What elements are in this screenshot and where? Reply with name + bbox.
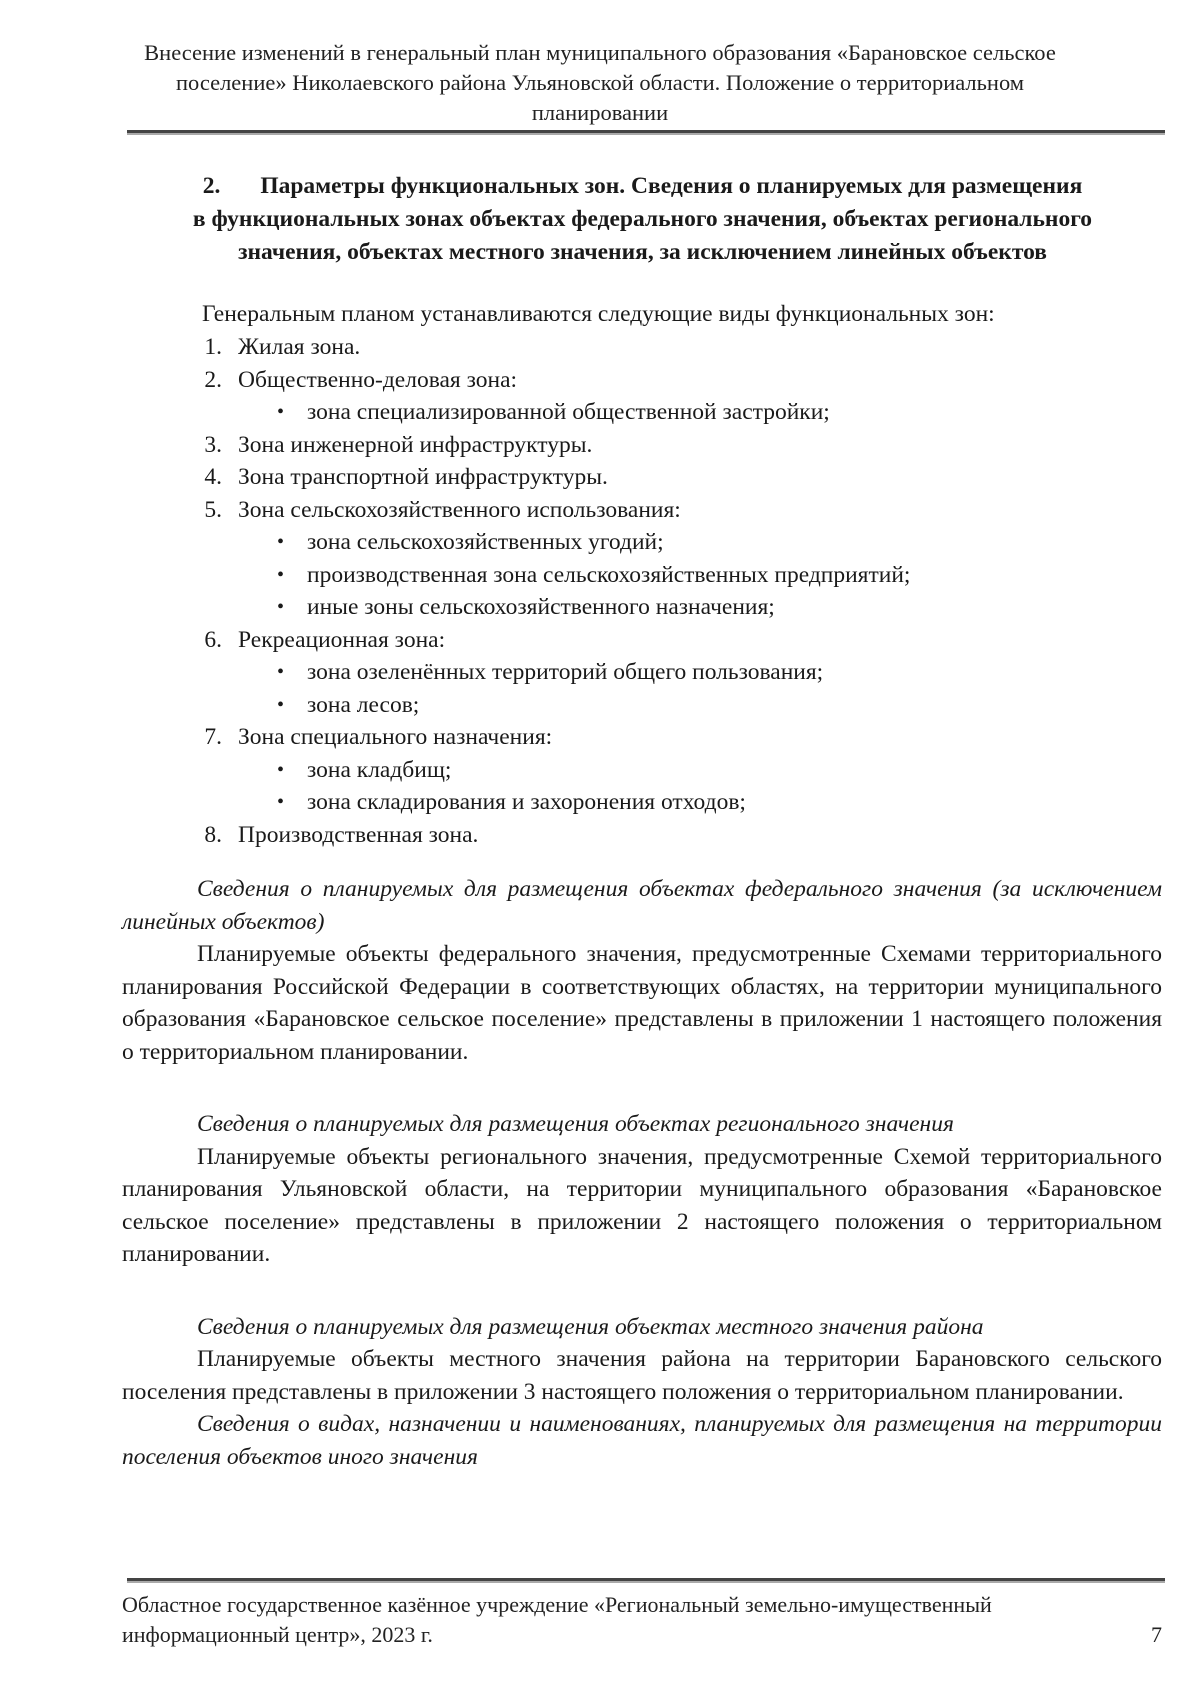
zones-list (122, 331, 1162, 851)
zone-number: 7. (204, 724, 222, 750)
zone-subitem: • иные зоны сельскохозяйственного назначения; (122, 591, 1162, 624)
zone-item (122, 461, 1162, 494)
zone-number: 4. (204, 464, 222, 490)
header-line-2: поселение» Николаевского района Ульяновской области. Положение о территориальном (175, 70, 1025, 95)
other-heading: Сведения о видах, назначении и наименованиях, планируемых для размещения на территории поселения объектов иного значения (122, 1411, 1162, 1470)
zone-subitem: • зона специализированной общественной застройки; (122, 396, 1162, 429)
zone-subitem: • зона кладбищ; (122, 754, 1162, 787)
page-number: 7 (1151, 1622, 1162, 1647)
zone-item (122, 624, 1162, 657)
zone-sublist (122, 396, 1162, 429)
zone-item (122, 364, 1162, 397)
zone-item (122, 819, 1162, 852)
zone-label: Производственная зона. (238, 821, 479, 848)
page-footer (122, 1590, 1162, 1650)
zone-label: Жилая зона. (238, 334, 361, 360)
header-rule (127, 130, 1165, 135)
header-line-1: Внесение изменений в генеральный план муниципального образования «Барановское сельское (144, 40, 1056, 65)
zone-subitem: • зона озеленённых территорий общего пользования; (122, 656, 1162, 689)
zone-item (122, 429, 1162, 462)
zone-sublist (122, 656, 1162, 721)
document-body (122, 298, 1162, 1473)
intro-paragraph: Генеральным планом устанавливаются следующие виды функциональных зон: (202, 301, 995, 327)
regional-text: Планируемые объекты регионального значения, предусмотренные Схемой территориального планирования Ульяновской области, на территории муниципального образования «Барановское сельское поселение» представлены в приложении 2 настоящего положения о территориальном планировании. (122, 1143, 1162, 1267)
section-title-line-2: в функциональных зонах объектах федерального значения, объектах регионального (192, 206, 1093, 232)
zone-subitem: • зона складирования и захоронения отходов; (122, 786, 1162, 819)
zone-number: 6. (204, 626, 222, 653)
footer-line-2: информационный центр», 2023 г. (122, 1622, 433, 1647)
footer-rule (127, 1578, 1165, 1583)
running-header (120, 38, 1080, 128)
zone-label: Зона инженерной инфраструктуры. (238, 431, 593, 458)
section-number: 2. (202, 173, 221, 199)
zone-number: 2. (204, 366, 222, 393)
zone-label: Зона транспортной инфраструктуры. (238, 464, 608, 490)
zone-number: 5. (204, 496, 222, 523)
zone-sublist (122, 754, 1162, 819)
federal-heading: Сведения о планируемых для размещения объектах федерального значения (за исключением линейных объектов) (122, 876, 1162, 935)
zone-subitem: • зона лесов; (122, 689, 1162, 722)
zone-label: Рекреационная зона: (238, 626, 446, 653)
section-title-line-1: Параметры функциональных зон. Сведения о планируемых для размещения (260, 173, 1083, 199)
zone-label: Зона специального назначения: (238, 724, 553, 750)
local-text: Планируемые объекты местного значения района на территории Барановского сельского поселения представлены в приложении 3 настоящего положения о территориальном планировании. (122, 1346, 1162, 1405)
zone-item (122, 494, 1162, 527)
zone-label: Зона сельскохозяйственного использования: (238, 496, 681, 523)
zone-label: Общественно-деловая зона: (238, 366, 518, 393)
zone-number: 8. (204, 821, 222, 848)
zone-sublist (122, 526, 1162, 624)
zone-subitem: • производственная зона сельскохозяйственных предприятий; (122, 559, 1162, 592)
footer-line-1: Областное государственное казённое учреждение «Региональный земельно-имущественный (122, 1592, 992, 1617)
local-heading: Сведения о планируемых для размещения объектах местного значения района (197, 1313, 984, 1340)
section-title-line-3: значения, объектах местного значения, за исключением линейных объектов (238, 239, 1047, 265)
zone-number: 3. (204, 431, 222, 458)
regional-heading: Сведения о планируемых для размещения объектах регионального значения (197, 1111, 954, 1137)
zone-item (122, 721, 1162, 754)
header-line-3: планировании (531, 100, 669, 125)
federal-text: Планируемые объекты федерального значения, предусмотренные Схемами территориального планирования Российской Федерации в соответствующих областях, на территории муниципального образования «Барановское сельское поселение» представлены в приложении 1 настоящего положения о территориальном планировании. (122, 941, 1162, 1065)
zone-subitem: • зона сельскохозяйственных угодий; (122, 526, 1162, 559)
zone-item (122, 331, 1162, 364)
zone-number: 1. (204, 334, 222, 360)
section-title (125, 170, 1160, 269)
